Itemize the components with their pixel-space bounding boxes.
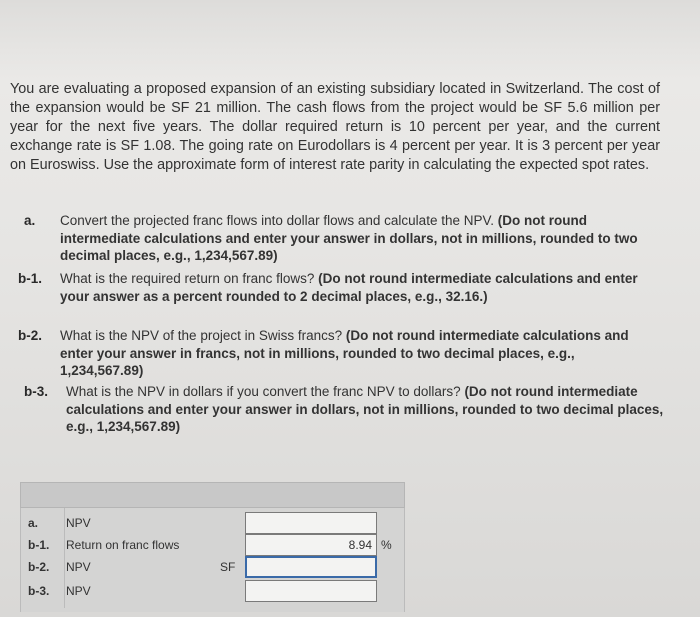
row-name: NPV (66, 516, 91, 530)
percent-suffix: % (381, 538, 392, 552)
row-label: b-3. (28, 584, 50, 598)
answer-table (20, 482, 405, 612)
question-prompt: What is the NPV of the project in Swiss francs? (60, 328, 346, 343)
question-prompt: What is the required return on franc flows? (60, 271, 319, 286)
question-instructions: (Do not round intermediate calculations and enter your answer as a percent rounded to 2 decimal places, e.g., 32.16.) (60, 271, 638, 304)
npv-francs-input[interactable] (245, 556, 377, 578)
question-label: a. (24, 213, 36, 228)
row-label: a. (28, 516, 39, 530)
question-label: b-2. (18, 328, 43, 343)
answer-row-b2 (20, 556, 405, 578)
row-name: NPV (66, 584, 91, 598)
row-name: Return on franc flows (66, 538, 180, 552)
question-prompt: What is the NPV in dollars if you convert the franc NPV to dollars? (66, 384, 465, 399)
question-instructions: (Do not round intermediate calculations and enter your answer in francs, not in millions, rounded to two decimal places, e.g., 1,234,567.89) (60, 328, 629, 378)
npv-dollars-input[interactable] (245, 512, 377, 534)
question-instructions: (Do not round intermediate calculations and enter your answer in dollars, not in millions, rounded to two decimal places, e.g., 1,234,567.89) (66, 384, 664, 434)
question-text (60, 212, 660, 265)
row-label: b-2. (28, 560, 50, 574)
answer-row-b1 (20, 534, 405, 556)
row-label: b-1. (28, 538, 50, 552)
answer-table-header (20, 482, 405, 508)
row-unit: SF (220, 560, 236, 574)
franc-return-input[interactable] (245, 534, 377, 556)
question-prompt: Convert the projected franc flows into dollar flows and calculate the NPV. (60, 213, 498, 228)
question-text (66, 383, 666, 436)
answer-row-a (20, 512, 405, 534)
row-name: NPV (66, 560, 91, 574)
question-text (60, 327, 660, 380)
question-label: b-3. (24, 384, 49, 399)
top-shadow (0, 0, 700, 80)
problem-statement: You are evaluating a proposed expansion of an existing subsidiary located in Switzerland. The cost of the expansion would be SF 21 million. The cash flows from the project would be SF 5.6 million per year for the next five years. The dollar required return is 10 percent per year, and the current exchange rate is SF 1.08. The going rate on Eurodollars is 4 percent per year. It is 3 percent per year on Euroswiss. Use the approximate form of interest rate parity in calculating the expected spot rates. (10, 81, 660, 173)
question-label: b-1. (18, 271, 43, 286)
npv-converted-dollars-input[interactable] (245, 580, 377, 602)
answer-row-b3 (20, 580, 405, 602)
question-instructions: (Do not round intermediate calculations and enter your answer in dollars, not in millions, rounded to two decimal places, e.g., 1,234,567.89) (60, 213, 638, 263)
question-text (60, 270, 660, 305)
input-value: 8.94 (348, 538, 372, 552)
